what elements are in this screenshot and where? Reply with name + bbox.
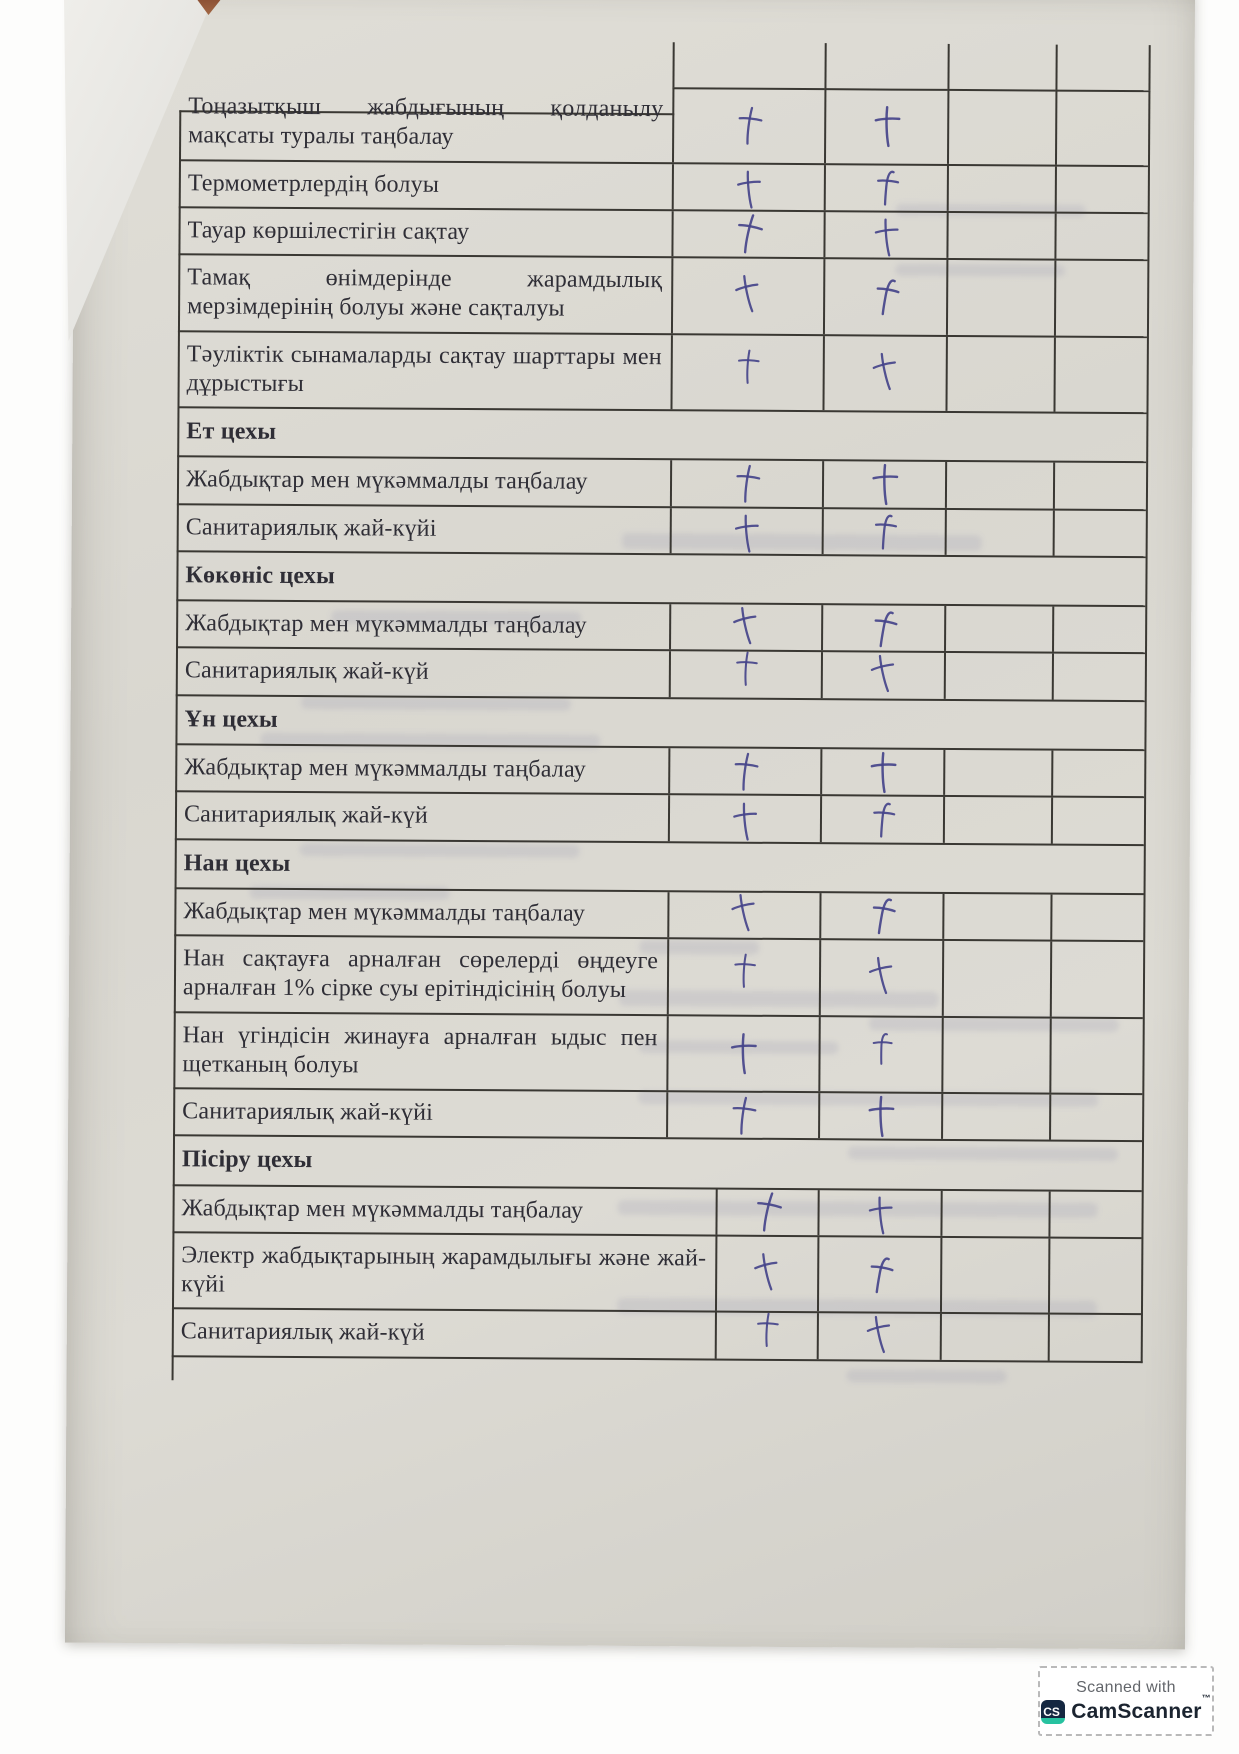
mark-cell-1 <box>670 335 822 410</box>
handwritten-plus-icon <box>728 510 766 557</box>
mark-cell-4 <box>1050 942 1145 1017</box>
badge-scanned-with-text: Scanned with <box>1076 1678 1176 1696</box>
handwritten-plus-icon <box>751 1309 784 1350</box>
mark-cell-2 <box>820 796 943 842</box>
mark-cell-1 <box>667 939 819 1014</box>
table-row <box>177 406 1146 461</box>
mark-cell-1 <box>666 1016 818 1091</box>
mark-cell-2 <box>818 1017 941 1092</box>
handwritten-plus-icon <box>863 270 908 323</box>
table-row <box>179 84 1148 164</box>
mark-cell-2 <box>818 1093 941 1139</box>
table-gridline-stub <box>1055 45 1057 90</box>
handwritten-plus-icon <box>864 748 902 797</box>
table-row <box>173 1087 1142 1140</box>
camscanner-app-name: CamScanner™ <box>1071 1692 1211 1723</box>
mark-cell-2 <box>819 940 942 1015</box>
handwritten-plus-icon <box>863 346 906 396</box>
table-row <box>175 743 1144 796</box>
handwritten-plus-icon <box>860 890 905 943</box>
table-gridline-stub <box>947 44 949 89</box>
handwritten-plus-icon <box>724 600 767 650</box>
criterion-label: Жабдықтар мен мүкәммалды таңбалау <box>184 754 586 783</box>
handwritten-plus-icon <box>857 1309 900 1359</box>
handwritten-plus-icon <box>728 950 761 991</box>
handwritten-plus-icon <box>861 1192 899 1239</box>
table-row <box>176 599 1145 652</box>
mark-cell-4 <box>1054 261 1149 336</box>
table-row <box>174 887 1143 940</box>
criterion-label: Тәуліктік сынамаларды сақтау шарттары мен дұрыстығы <box>186 340 662 397</box>
handwritten-plus-icon <box>865 1028 898 1069</box>
criterion-label: Термометрлердің болуы <box>187 169 440 198</box>
table-row <box>175 838 1144 893</box>
mark-cell-3 <box>947 89 1055 164</box>
handwritten-plus-icon <box>726 747 765 795</box>
criterion-label: Ет цехы <box>186 418 277 445</box>
table-gridline-stub <box>1148 45 1150 90</box>
handwritten-plus-icon <box>727 460 766 508</box>
mark-cell-3 <box>941 1094 1049 1140</box>
mark-cell-1 <box>715 1189 817 1235</box>
mark-cell-3 <box>941 1017 1049 1092</box>
mark-cell-2 <box>821 653 944 699</box>
mark-cell-4 <box>1051 798 1146 844</box>
mark-cell-4 <box>1050 894 1145 940</box>
handwritten-plus-icon <box>867 214 905 261</box>
table-row <box>176 647 1145 700</box>
mark-cell-4 <box>1053 510 1148 556</box>
mark-cell-4 <box>1055 90 1150 165</box>
criterion-label: Жабдықтар мен мүкәммалды таңбалау <box>185 610 587 639</box>
mark-cell-3 <box>942 941 1050 1016</box>
mark-cell-3 <box>945 337 1053 412</box>
handwritten-plus-icon <box>863 795 902 843</box>
handwritten-plus-icon <box>726 269 769 319</box>
criterion-label: Электр жабдықтарының жарамдылығы және жай-күйі <box>181 1242 707 1298</box>
handwritten-plus-icon <box>865 460 903 509</box>
mark-cell-2 <box>819 893 942 939</box>
table-gridline-stub <box>824 43 826 88</box>
criterion-label: Жабдықтар мен мүкәммалды таңбалау <box>185 466 588 496</box>
mark-cell-2 <box>817 1314 940 1360</box>
handwritten-plus-icon <box>745 1247 788 1297</box>
table-gridline-stub <box>672 42 674 87</box>
handwritten-plus-icon <box>725 1029 763 1078</box>
camscanner-badge <box>1038 1666 1214 1736</box>
handwritten-plus-icon <box>865 508 904 556</box>
mark-cell-4 <box>1048 1191 1143 1237</box>
criterion-label: Көкөніс цехы <box>185 562 336 590</box>
table-row <box>176 550 1145 605</box>
mark-cell-3 <box>940 1314 1048 1360</box>
handwritten-plus-icon <box>723 1091 762 1139</box>
mark-cell-3 <box>943 797 1051 843</box>
mark-cell-1 <box>669 652 821 698</box>
mark-cell-3 <box>945 510 1053 556</box>
handwritten-plus-icon <box>862 648 905 698</box>
handwritten-plus-icon <box>868 103 906 152</box>
handwritten-plus-icon <box>730 102 769 150</box>
handwritten-plus-icon <box>862 1092 900 1141</box>
mark-cell-3 <box>940 1191 1048 1237</box>
mark-cell-3 <box>940 1238 1048 1313</box>
mark-cell-4 <box>1053 337 1148 412</box>
handwritten-plus-icon <box>857 1248 902 1301</box>
table-row <box>177 456 1146 509</box>
mark-cell-3 <box>947 165 1055 211</box>
handwritten-plus-icon <box>732 346 765 387</box>
table-row <box>175 694 1144 749</box>
table-row <box>177 503 1146 556</box>
mark-cell-4 <box>1049 1018 1144 1093</box>
criterion-label: Тауар көршілестігін сақтау <box>187 217 470 245</box>
table-row <box>175 790 1144 843</box>
mark-cell-1 <box>668 795 820 841</box>
criterion-label: Нан цехы <box>183 849 291 877</box>
criterion-label: Санитариялық жай-күйі <box>182 1098 434 1126</box>
mark-cell-4 <box>1051 751 1146 797</box>
handwritten-plus-icon <box>860 951 903 1001</box>
mark-cell-1 <box>668 748 820 794</box>
scanned-page <box>65 0 1195 1649</box>
mark-cell-1 <box>667 892 819 938</box>
mark-cell-2 <box>817 1237 940 1312</box>
bleed-through-artifact <box>847 1369 1007 1383</box>
mark-cell-3 <box>942 894 1050 940</box>
mark-cell-1 <box>669 604 821 650</box>
table-row <box>173 1135 1142 1190</box>
criterion-label: Санитариялық жай-күй <box>184 657 429 686</box>
criterion-label: Санитариялық жай-күй <box>183 801 429 830</box>
handwritten-plus-icon <box>726 208 771 261</box>
mark-cell-4 <box>1052 654 1147 700</box>
criterion-label: Тамақ өнімдерінде жарамдылық мерзімдерінің болуы және сақталуы <box>187 264 663 322</box>
mark-cell-2 <box>821 605 944 651</box>
table-row <box>178 253 1147 335</box>
mark-cell-3 <box>946 213 1054 259</box>
mark-cell-1 <box>715 1313 817 1359</box>
mark-cell-3 <box>946 260 1054 335</box>
mark-cell-1 <box>672 164 824 210</box>
handwritten-plus-icon <box>723 888 766 938</box>
table-row <box>174 934 1143 1016</box>
mark-cell-2 <box>823 259 946 334</box>
mark-cell-1 <box>672 87 824 162</box>
mark-cell-2 <box>822 336 945 411</box>
mark-cell-1 <box>671 258 823 333</box>
criterion-label: Тоңазытқыш жабдығының қолданылу мақсаты туралы таңбалау <box>188 93 664 151</box>
mark-cell-2 <box>824 165 947 211</box>
mark-cell-1 <box>670 461 822 507</box>
table-row <box>172 1308 1141 1361</box>
criterion-label: Нан үгіндісін жинауға арналған ыдыс пен щетканың болуы <box>182 1021 658 1079</box>
handwritten-plus-icon <box>730 648 763 689</box>
table-row <box>173 1011 1142 1093</box>
table-row <box>177 330 1146 412</box>
mark-cell-3 <box>943 750 1051 796</box>
mark-cell-1 <box>666 1092 818 1138</box>
mark-cell-2 <box>817 1190 940 1236</box>
camscanner-logo-icon: CS <box>1041 1700 1065 1724</box>
mark-cell-3 <box>944 606 1052 652</box>
mark-cell-4 <box>1048 1238 1143 1313</box>
criterion-label: Жабдықтар мен мүкәммалды таңбалау <box>183 898 586 927</box>
table-row <box>172 1184 1141 1237</box>
criterion-label: Нан сақтауға арналған сөрелерді өңдеуге арналған 1% сірке суы ерітіндісінің болуы <box>182 945 659 1004</box>
criterion-label: Санитариялық жай-күй <box>180 1318 425 1347</box>
criterion-label: Жабдықтар мен мүкәммалды таңбалау <box>181 1194 584 1224</box>
table-row <box>172 1231 1141 1313</box>
trademark-symbol: ™ <box>1201 1692 1211 1703</box>
criterion-label: Пісіру цехы <box>181 1146 313 1174</box>
table-row <box>178 206 1147 259</box>
mark-cell-2 <box>823 212 946 258</box>
handwritten-plus-icon <box>726 798 764 845</box>
mark-cell-4 <box>1054 213 1149 259</box>
mark-cell-4 <box>1048 1315 1143 1361</box>
mark-cell-4 <box>1049 1095 1144 1141</box>
mark-cell-3 <box>944 653 1052 699</box>
mark-cell-4 <box>1052 607 1147 653</box>
mark-cell-2 <box>824 88 947 163</box>
checklist-table <box>172 84 1151 1363</box>
mark-cell-1 <box>671 211 823 257</box>
criterion-label: Санитариялық жай-күйі <box>185 513 437 542</box>
mark-cell-1 <box>715 1236 817 1311</box>
handwritten-plus-icon <box>861 602 906 655</box>
mark-cell-3 <box>945 462 1053 508</box>
mark-cell-1 <box>670 508 822 554</box>
handwritten-plus-icon <box>745 1186 790 1239</box>
mark-cell-2 <box>820 749 943 795</box>
mark-cell-4 <box>1055 166 1150 212</box>
table-row <box>179 159 1148 212</box>
mark-cell-2 <box>822 462 945 508</box>
handwritten-plus-icon <box>867 164 906 212</box>
mark-cell-4 <box>1053 463 1148 509</box>
mark-cell-2 <box>822 509 945 555</box>
criterion-label: Ұн цехы <box>184 705 278 733</box>
